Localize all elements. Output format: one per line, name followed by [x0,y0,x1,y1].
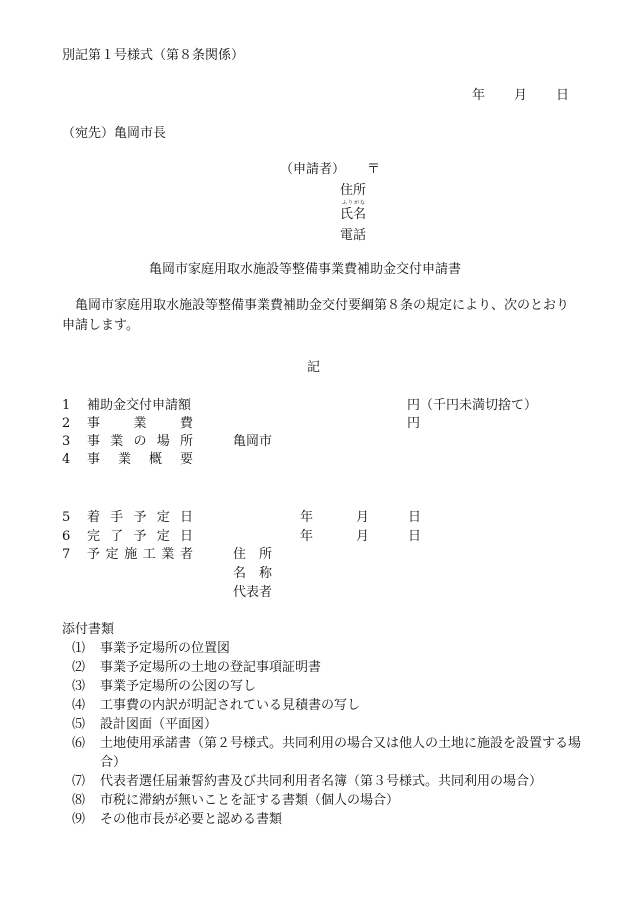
list-item-number: ⑵ [72,660,86,675]
list-item-text: 事業予定場所の位置図 [100,641,231,656]
list-item-text: 代表者選任届兼誓約書及び共同利用者名簿（第３号様式。共同利用の場合） [100,774,543,789]
list-item-text: 市税に滞納が無いことを証する書類（個人の場合） [100,793,400,808]
item-3-number: 3 [62,434,71,449]
applicant-label: （申請者） [280,162,346,177]
body-paragraph: 亀岡市家庭用取水施設等整備事業費補助金交付要綱第８条の規定により、次のとおり申請します。 [62,298,570,333]
list-item-text: 工事費の内訳が明記されている見積書の写し [100,698,361,713]
contractor-name-label: 名称 [233,566,272,581]
list-item [62,677,582,696]
item-5-number: 5 [62,510,71,525]
date-month-label: 月 [514,88,528,103]
list-item-number: ⑸ [72,717,86,732]
document-title: 亀岡市家庭用取水施設等整備事業費補助金交付申請書 [149,262,462,277]
attachments-list [62,639,582,829]
item-5-day: 日 [408,510,422,525]
list-item-text: 事業予定場所の土地の登記事項証明書 [100,660,322,675]
form-number-label: 別記第１号様式（第８条関係） [62,48,245,63]
list-item-text: その他市長が必要と認める書類 [100,812,283,827]
attachments-heading: 添付書類 [62,622,115,637]
list-item [62,791,582,810]
list-item-number: ⑶ [72,679,86,694]
list-item-number: ⑺ [72,774,86,789]
item-2-unit: 円 [407,416,421,431]
item-4-number: 4 [62,452,71,467]
list-item [62,734,582,772]
item-3-label: 事業の場所 [87,434,193,449]
list-item-number: ⑻ [72,793,86,808]
list-item [62,810,582,829]
item-6-year: 年 [300,529,314,544]
item-5-month: 月 [356,510,370,525]
item-4-label: 事業概要 [87,452,193,467]
item-6-month: 月 [356,529,370,544]
item-6-number: 6 [62,529,71,544]
item-7-number: 7 [62,547,71,562]
list-item [62,658,582,677]
list-item [62,696,582,715]
phone-label: 電話 [340,228,367,243]
item-7-label: 予定施工業者 [87,547,193,562]
item-3-value: 亀岡市 [233,434,273,449]
list-item-number: ⑴ [72,641,86,656]
list-item-number: ⑹ [72,736,86,751]
date-year-label: 年 [472,88,486,103]
list-item-number: ⑷ [72,698,86,713]
postal-mark: 〒 [367,162,381,177]
item-2-number: 2 [62,416,71,431]
addressee: （宛先）亀岡市長 [62,126,167,141]
item-5-year: 年 [300,510,314,525]
list-item-text: 設計図面（平面図） [100,717,218,732]
item-1-number: 1 [62,398,71,413]
name-label: 氏名 [340,207,367,222]
list-item-number: ⑼ [72,812,86,827]
item-1-unit: 円（千円未満切捨て） [407,398,538,413]
list-item [62,715,582,734]
item-1-label: 補助金交付申請額 [87,398,192,413]
item-2-label: 事業費 [87,416,193,431]
ki-heading: 記 [307,360,321,375]
contractor-representative-label: 代表者 [233,585,273,600]
contractor-address-label: 住所 [233,547,272,562]
item-6-day: 日 [408,529,422,544]
item-6-label: 完了予定日 [87,529,193,544]
list-item [62,772,582,791]
date-day-label: 日 [556,88,570,103]
list-item-text: 土地使用承諾書（第２号様式。共同利用の場合又は他人の土地に施設を設置する場合） [100,736,582,770]
address-label: 住所 [340,183,367,198]
list-item-text: 事業予定場所の公図の写し [100,679,257,694]
list-item [62,639,582,658]
furigana-label: ふりがな [342,200,367,206]
item-5-label: 着手予定日 [87,510,193,525]
